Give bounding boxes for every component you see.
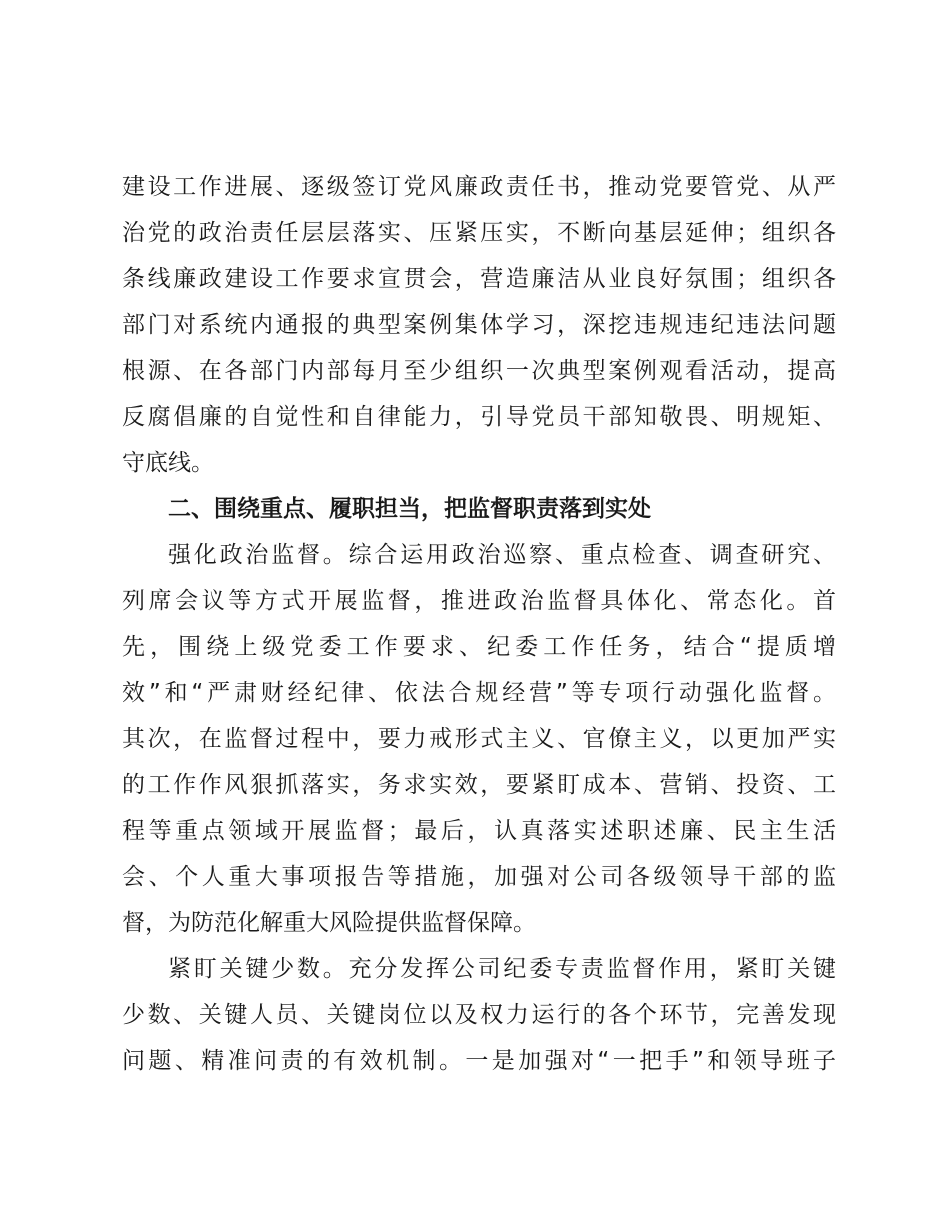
- paragraph-line: 少数、关键人员、关键岗位以及权力运行的各个环节，完善发现: [122, 1002, 836, 1028]
- paragraph-line: 治党的政治责任层层落实、压紧压实，不断向基层延伸；组织各: [122, 220, 836, 246]
- paragraph-line: 其次，在监督过程中，要力戒形式主义、官僚主义，以更加严实: [122, 726, 836, 752]
- paragraph-line: 的工作作风狠抓落实，务求实效，要紧盯成本、营销、投资、工: [122, 772, 836, 798]
- paragraph-1: [122, 164, 836, 486]
- paragraph-line: 强化政治监督。综合运用政治巡察、重点检查、调查研究、: [168, 542, 836, 568]
- paragraph-line: 问题、精准问责的有效机制。一是加强对“一把手”和领导班子: [122, 1048, 836, 1074]
- paragraph-line: 部门对系统内通报的典型案例集体学习，深挖违规违纪违法问题: [122, 312, 836, 338]
- paragraph-line: 建设工作进展、逐级签订党风廉政责任书，推动党要管党、从严: [122, 174, 836, 200]
- paragraph-line: 根源、在各部门内部每月至少组织一次典型案例观看活动，提高: [122, 358, 836, 384]
- paragraph-line: 效”和“严肃财经纪律、依法合规经营”等专项行动强化监督。: [122, 680, 836, 706]
- paragraph-2: [122, 532, 836, 946]
- paragraph-line: 列席会议等方式开展监督，推进政治监督具体化、常态化。首: [122, 588, 836, 614]
- paragraph-line: 条线廉政建设工作要求宣贯会，营造廉洁从业良好氛围；组织各: [122, 266, 836, 292]
- paragraph-line: 督，为防范化解重大风险提供监督保障。: [122, 910, 536, 936]
- paragraph-line: 会、个人重大事项报告等措施，加强对公司各级领导干部的监: [122, 864, 836, 890]
- section-heading: 二、围绕重点、履职担当，把监督职责落到实处: [168, 496, 651, 522]
- document-body: [122, 164, 836, 1084]
- paragraph-line: 紧盯关键少数。充分发挥公司纪委专责监督作用，紧盯关键: [168, 956, 836, 982]
- paragraph-line: 反腐倡廉的自觉性和自律能力，引导党员干部知敬畏、明规矩、: [122, 404, 836, 430]
- paragraph-line: 守底线。: [122, 450, 214, 476]
- paragraph-line: 先，围绕上级党委工作要求、纪委工作任务，结合“提质增: [122, 634, 836, 660]
- paragraph-line: 程等重点领域开展监督；最后，认真落实述职述廉、民主生活: [122, 818, 836, 844]
- paragraph-3: [122, 946, 836, 1084]
